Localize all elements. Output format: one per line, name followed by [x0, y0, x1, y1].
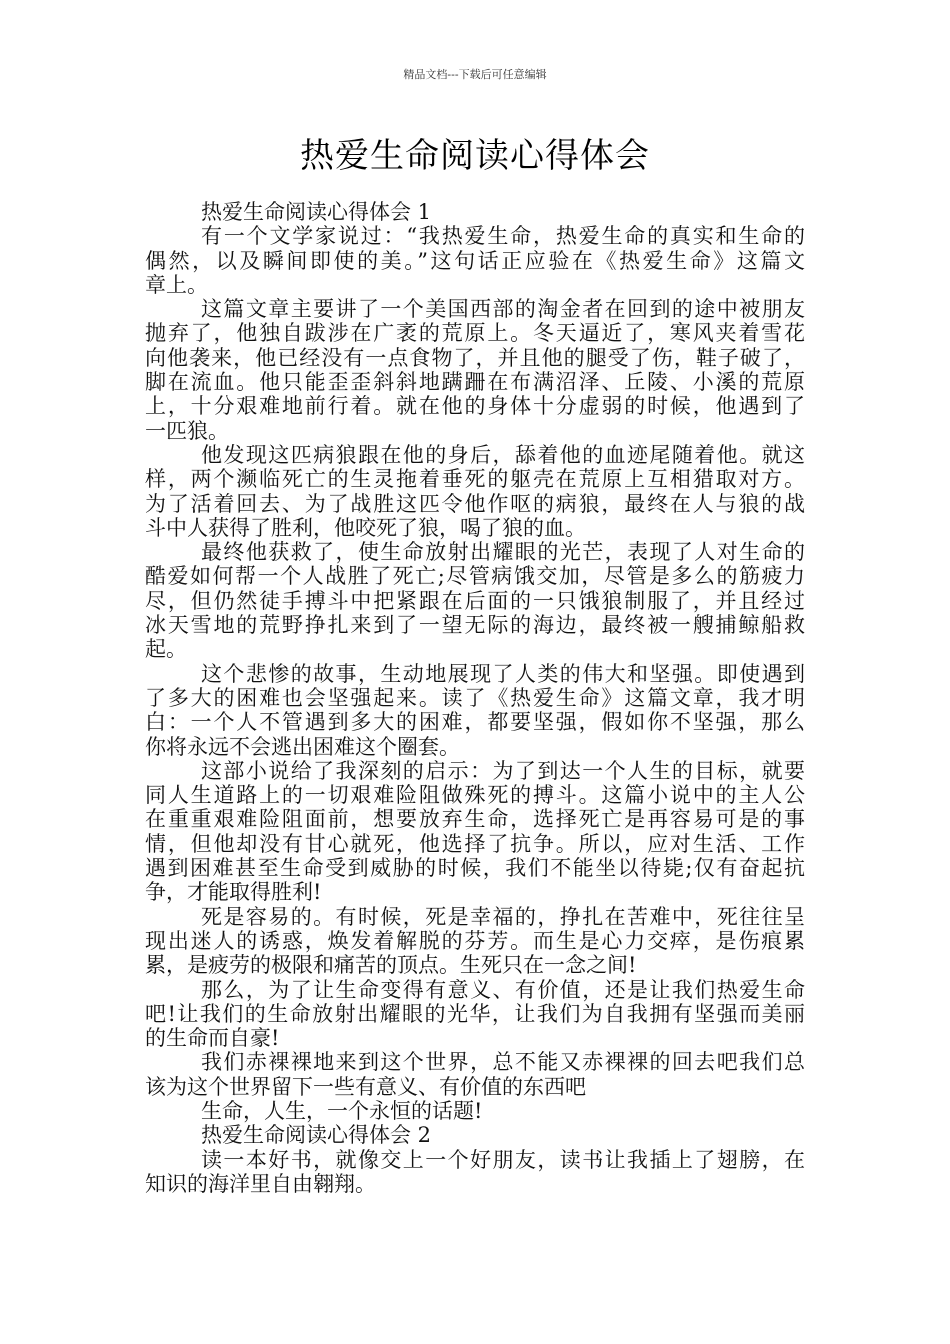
text-line: 同人生道路上的一切艰难险阻做殊死的搏斗。这篇小说中的主人公 — [145, 783, 805, 808]
text-line: 章上。 — [145, 272, 208, 297]
text-line: 脚在流血。他只能歪歪斜斜地蹒跚在布满沼泽、丘陵、小溪的荒原 — [145, 370, 805, 395]
text-line: 尽，但仍然徒手搏斗中把紧跟在后面的一只饿狼制服了，并且经过 — [145, 588, 805, 613]
paragraph — [145, 905, 805, 978]
paragraph — [145, 1123, 805, 1147]
text-line: 斗中人获得了胜利，他咬死了狼，喝了狼的血。 — [145, 515, 586, 540]
text-line: 热爱生命阅读心得体会 2 — [201, 1123, 432, 1148]
text-line: 这部小说给了我深刻的启示：为了到达一个人生的目标，就要 — [201, 758, 805, 783]
text-line: 最终他获救了，使生命放射出耀眼的光芒，表现了人对生命的 — [201, 540, 805, 565]
text-line: 吧!让我们的生命放射出耀眼的光华，让我们为自我拥有坚强而美丽 — [145, 1001, 805, 1026]
text-line: 那么，为了让生命变得有意义、有价值，还是让我们热爱生命 — [201, 977, 805, 1002]
document-body — [145, 200, 805, 1196]
text-line: 读一本好书，就像交上一个好朋友，读书让我插上了翅膀，在 — [201, 1147, 805, 1172]
paragraph — [145, 1050, 805, 1099]
text-line: 累，是疲劳的极限和痛苦的顶点。生死只在一念之间! — [145, 953, 637, 978]
text-line: 他发现这匹病狼跟在他的身后，舔着他的血迹尾随着他。就这 — [201, 442, 805, 467]
text-line: 偶然，以及瞬间即使的美。”这句话正应验在《热爱生命》这篇文 — [145, 248, 805, 273]
text-line: 的生命而自豪! — [145, 1026, 280, 1051]
text-line: 我们赤裸裸地来到这个世界，总不能又赤裸裸的回去吧我们总 — [201, 1050, 805, 1075]
text-line: 这个悲惨的故事，生动地展现了人类的伟大和坚强。即使遇到 — [201, 661, 805, 686]
paragraph — [145, 297, 805, 443]
paragraph — [145, 662, 805, 759]
text-line: 上，十分艰难地前行着。就在他的身体十分虚弱的时候，他遇到了 — [145, 394, 805, 419]
text-line: 遇到困难甚至生命受到威胁的时候，我们不能坐以待毙;仅有奋起抗 — [145, 856, 805, 881]
paragraph — [145, 978, 805, 1051]
paragraph — [145, 540, 805, 661]
text-line: 起。 — [145, 637, 187, 662]
text-line: 情，但他却没有甘心就死，他选择了抗争。所以，应对生活、工作 — [145, 831, 805, 856]
text-line: 热爱生命阅读心得体会 1 — [201, 200, 432, 224]
text-line: 该为这个世界留下一些有意义、有价值的东西吧 — [145, 1074, 586, 1099]
paragraph — [145, 1148, 805, 1197]
text-line: 抛弃了，他独自跋涉在广袤的荒原上。冬天逼近了，寒风夹着雪花 — [145, 321, 805, 346]
text-line: 现出迷人的诱惑，焕发着解脱的芬芳。而生是心力交瘁，是伤痕累 — [145, 928, 805, 953]
text-line: 为了活着回去、为了战胜这匹令他作呕的病狼，最终在人与狼的战 — [145, 491, 805, 516]
text-line: 白：一个人不管遇到多大的困难，都要坚强，假如你不坚强，那么 — [145, 710, 805, 735]
paragraph — [145, 443, 805, 540]
paragraph — [145, 224, 805, 297]
text-line: 生命，人生，一个永恒的话题! — [201, 1098, 483, 1123]
text-line: 有一个文学家说过：“我热爱生命，热爱生命的真实和生命的 — [201, 224, 805, 249]
paragraph — [145, 1099, 805, 1123]
page-header: 精品文档---下载后可任意编辑 — [403, 68, 547, 81]
text-line: 样，两个濒临死亡的生灵拖着垂死的躯壳在荒原上互相猎取对方。 — [145, 467, 805, 492]
text-line: 死是容易的。有时候，死是幸福的，挣扎在苦难中，死往往呈 — [201, 904, 805, 929]
text-line: 冰天雪地的荒野挣扎来到了一望无际的海边，最终被一艘捕鲸船救 — [145, 613, 805, 638]
text-line: 向他袭来，他已经没有一点食物了，并且他的腿受了伤，鞋子破了， — [145, 345, 805, 370]
text-line: 知识的海洋里自由翱翔。 — [145, 1171, 376, 1196]
paragraph — [145, 200, 805, 224]
text-line: 了多大的困难也会坚强起来。读了《热爱生命》这篇文章，我才明 — [145, 685, 805, 710]
text-line: 这篇文章主要讲了一个美国西部的淘金者在回到的途中被朋友 — [201, 297, 805, 322]
paragraph — [145, 759, 805, 905]
text-line: 一匹狼。 — [145, 418, 229, 443]
text-line: 你将永远不会逃出困难这个圈套。 — [145, 734, 460, 759]
text-line: 酷爱如何帮一个人战胜了死亡;尽管病饿交加，尽管是多么的筋疲力 — [145, 564, 805, 589]
text-line: 在重重艰难险阻面前，想要放弃生命，选择死亡是再容易可是的事 — [145, 807, 805, 832]
document-title: 热爱生命阅读心得体会 — [300, 136, 650, 176]
text-line: 争，才能取得胜利! — [145, 880, 322, 905]
